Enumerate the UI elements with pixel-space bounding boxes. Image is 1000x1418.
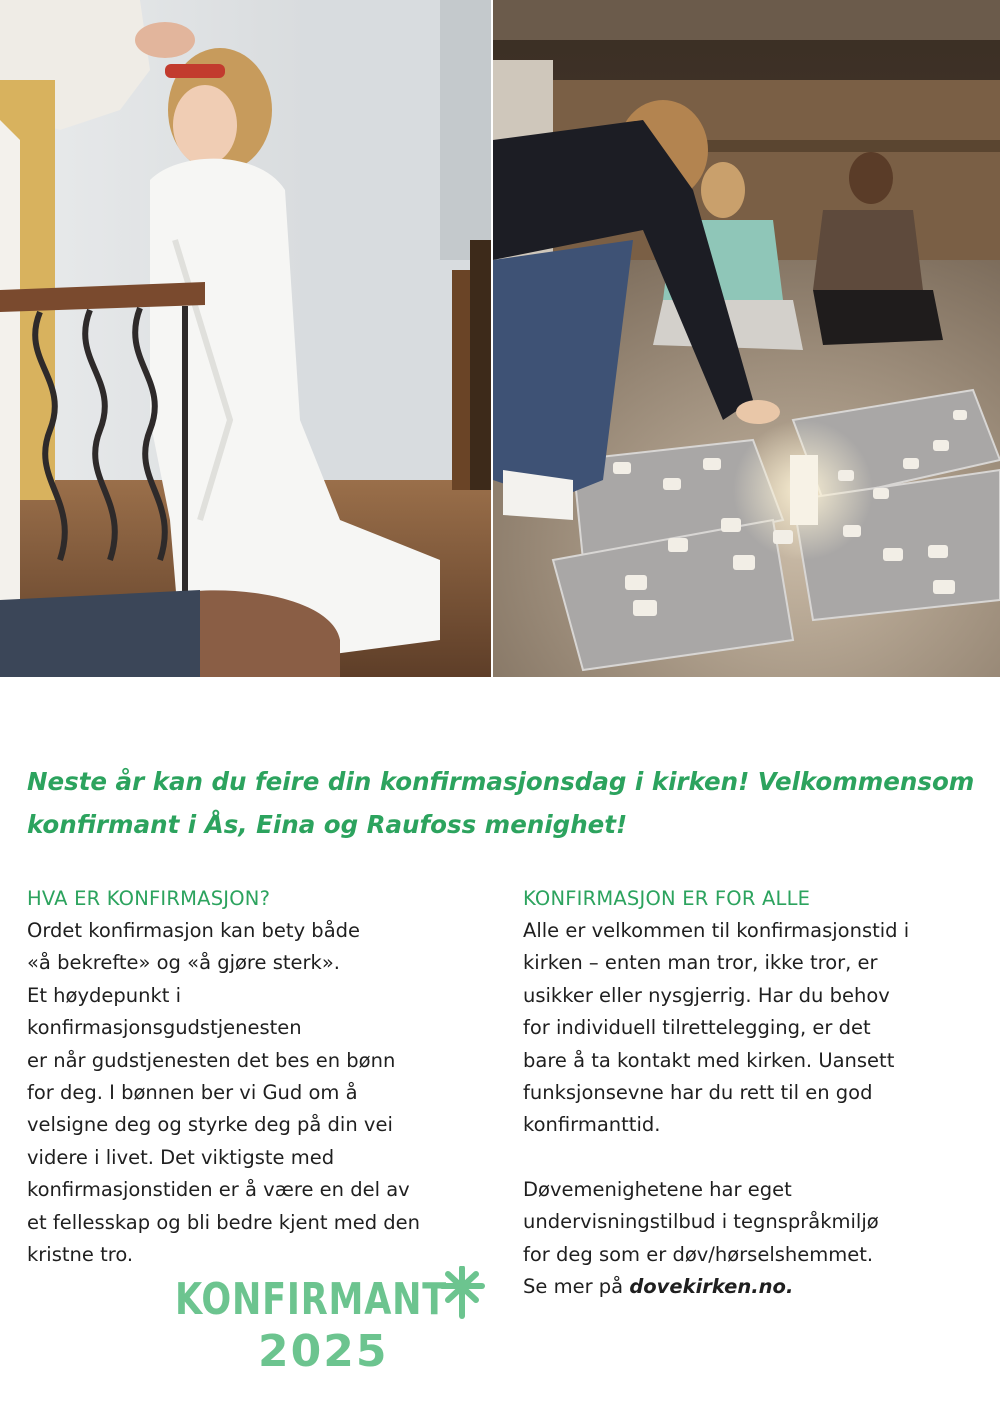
photo-candles-floor-illustration bbox=[493, 0, 1000, 677]
body-line: for individuell tilrettelegging, er det bbox=[523, 1016, 871, 1040]
cross-star-icon bbox=[442, 1268, 482, 1316]
body-line: funksjonsevne har du rett til en god bbox=[523, 1081, 873, 1105]
body-line: Døvemenighetene har eget bbox=[523, 1177, 792, 1201]
logo-word: KONFIRMANT bbox=[175, 1274, 447, 1325]
headline bbox=[27, 760, 987, 846]
konfirmant-logo-art bbox=[170, 1266, 490, 1376]
headline-line: Neste år kan du feire din konfirmasjonsdag i kirken! Velkommensom bbox=[27, 767, 975, 796]
body-line: for deg. I bønnen ber vi Gud om å bbox=[27, 1081, 358, 1105]
body-line: usikker eller nysgjerrig. Har du behov bbox=[523, 983, 890, 1007]
body-line: velsigne deg og styrke deg på din vei bbox=[27, 1113, 393, 1137]
body-line: Et høydepunkt i bbox=[27, 983, 182, 1007]
body-line: er når gudstjenesten det bes en bønn bbox=[27, 1048, 396, 1072]
body-line: Alle er velkommen til konfirmasjonstid i bbox=[523, 919, 910, 942]
body-line: konfirmasjonsgudstjenesten bbox=[27, 1016, 302, 1040]
left-column bbox=[27, 883, 497, 1271]
left-column-body bbox=[27, 915, 497, 1271]
logo-year: 2025 bbox=[258, 1326, 389, 1376]
body-line: bare å ta kontakt med kirken. Uansett bbox=[523, 1048, 895, 1072]
body-line: for deg som er døv/hørselshemmet. bbox=[523, 1242, 874, 1266]
body-line: «å bekrefte» og «å gjøre sterk». bbox=[27, 951, 340, 975]
body-line: konfirmasjonstiden er å være en del av bbox=[27, 1178, 410, 1202]
body-line: et fellesskap og bli bedre kjent med den bbox=[27, 1210, 420, 1234]
right-column-paragraph-1 bbox=[523, 915, 983, 1142]
right-column bbox=[523, 883, 983, 1303]
right-column-paragraph-2 bbox=[523, 1174, 983, 1304]
body-line: kristne tro. bbox=[27, 1243, 134, 1267]
body-line: konfirmanttid. bbox=[523, 1113, 661, 1137]
photo-candles-floor bbox=[493, 0, 1000, 677]
photo-row bbox=[0, 0, 1000, 677]
body-line-with-link bbox=[523, 1271, 983, 1303]
konfirmant-2025-logo bbox=[170, 1266, 490, 1376]
body-line: videre i livet. Det viktigste med bbox=[27, 1145, 335, 1169]
photo-confirmation-blessing bbox=[0, 0, 491, 677]
left-column-heading: HVA ER KONFIRMASJON? bbox=[27, 887, 271, 910]
body-line: undervisningstilbud i tegnspråkmiljø bbox=[523, 1210, 879, 1234]
photo-confirmation-blessing-illustration bbox=[0, 0, 491, 677]
right-column-heading: KONFIRMASJON ER FOR ALLE bbox=[523, 887, 811, 910]
dovekirken-link[interactable]: dovekirken.no. bbox=[629, 1275, 794, 1299]
body-line: kirken – enten man tror, ikke tror, er bbox=[523, 951, 878, 975]
headline-line: konfirmant i Ås, Eina og Raufoss menighet! bbox=[27, 810, 628, 839]
link-prefix: Se mer på bbox=[523, 1275, 630, 1299]
body-line: Ordet konfirmasjon kan bety både bbox=[27, 919, 361, 942]
